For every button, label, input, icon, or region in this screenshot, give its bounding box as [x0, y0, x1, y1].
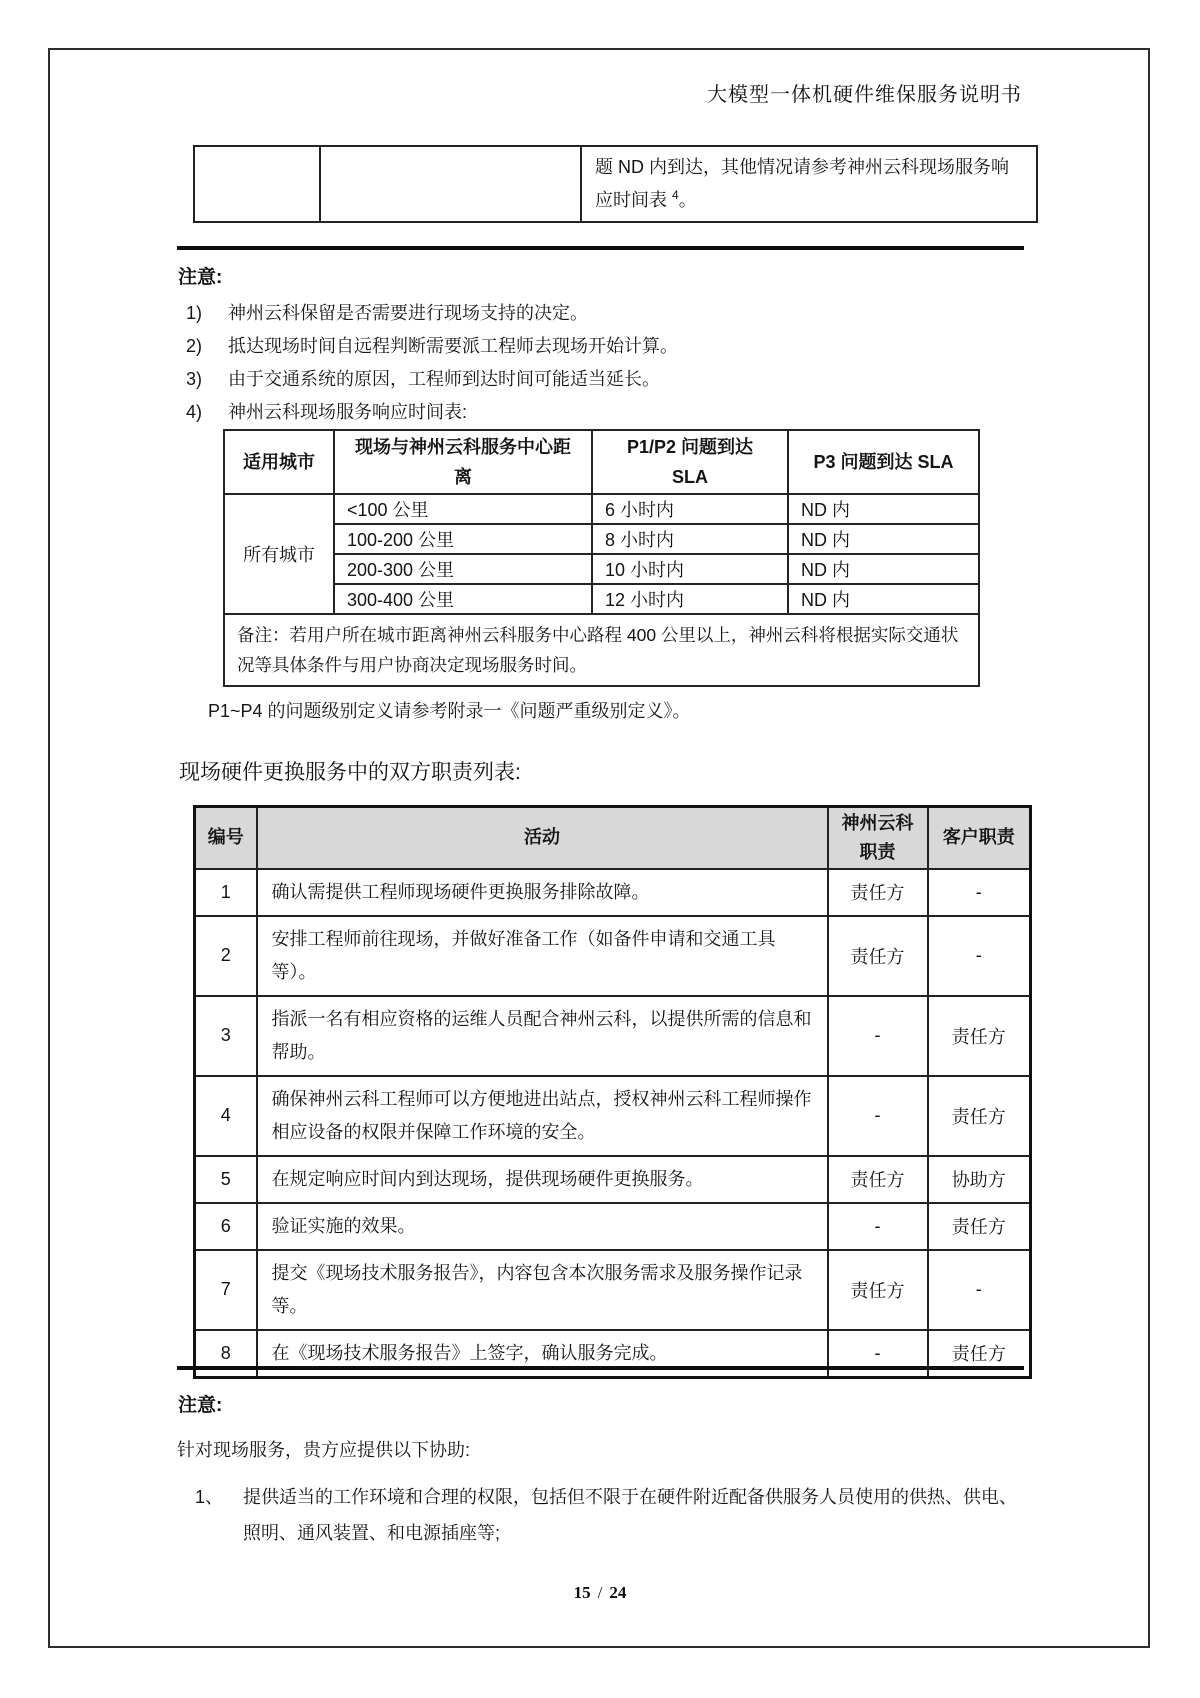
continuation-text: 题 ND 内到达，其他情况请参考神州云科现场服务响应时间表	[595, 157, 1009, 210]
section-divider-rule	[177, 1366, 1024, 1370]
continuation-text-end: 。	[678, 190, 697, 210]
table-cell-continuation-text	[581, 146, 1037, 222]
table-remark-row	[224, 614, 979, 686]
assist-intro-text: 针对现场服务，贵方应提供以下协助:	[177, 1440, 470, 1460]
cell-activity: 确认需提供工程师现场硬件更换服务排除故障。	[257, 869, 828, 916]
list-item	[186, 398, 678, 422]
cell-p3-sla: ND 内	[788, 554, 979, 584]
sla-response-time-table	[223, 429, 980, 687]
cell-vendor-role: 责任方	[828, 869, 928, 916]
table-cell-empty	[194, 146, 320, 222]
cell-vendor-role: 责任方	[828, 916, 928, 996]
list-item	[195, 1479, 1031, 1551]
continuation-table	[193, 145, 1038, 223]
table-row	[224, 524, 979, 554]
list-item	[186, 299, 678, 323]
table-row	[195, 916, 1031, 996]
page-number-separator: /	[597, 1583, 603, 1602]
cell-no: 1	[195, 869, 257, 916]
column-header-customer-role: 客户职责	[928, 807, 1031, 869]
cell-no: 3	[195, 996, 257, 1076]
cell-vendor-role: 责任方	[828, 1250, 928, 1330]
column-header-vendor-role: 神州云科职责	[828, 807, 928, 869]
cell-activity: 在规定响应时间内到达现场，提供现场硬件更换服务。	[257, 1156, 828, 1203]
table-row	[195, 1203, 1031, 1250]
cell-customer-role: -	[928, 1250, 1031, 1330]
list-item-text: 提供适当的工作环境和合理的权限，包括但不限于在硬件附近配备供服务人员使用的供热、供电、照明、通风装置、和电源插座等;	[243, 1487, 1017, 1543]
section-divider-rule	[177, 246, 1024, 250]
column-header-p1p2-sla: P1/P2 问题到达 SLA	[592, 430, 788, 494]
note-label: 注意:	[178, 267, 223, 288]
cell-customer-role: 责任方	[928, 1330, 1031, 1378]
table-row	[224, 554, 979, 584]
cell-activity: 安排工程师前往现场，并做好准备工作（如备件申请和交通工具等）。	[257, 916, 828, 996]
cell-distance: 200-300 公里	[334, 554, 592, 584]
list-item-text: 神州云科保留是否需要进行现场支持的决定。	[228, 303, 588, 323]
cell-no: 6	[195, 1203, 257, 1250]
table-row	[224, 494, 979, 524]
cell-vendor-role: -	[828, 1330, 928, 1378]
column-header-distance: 现场与神州云科服务中心距离	[334, 430, 592, 494]
cell-distance: 300-400 公里	[334, 584, 592, 614]
cell-p1p2-sla: 10 小时内	[592, 554, 788, 584]
list-item-number: 1、	[195, 1487, 224, 1507]
table-row	[194, 146, 1037, 222]
cell-customer-role: 责任方	[928, 1076, 1031, 1156]
table-row	[195, 1250, 1031, 1330]
column-header-activity: 活动	[257, 807, 828, 869]
cell-p1p2-sla: 12 小时内	[592, 584, 788, 614]
cell-customer-role: 协助方	[928, 1156, 1031, 1203]
cell-vendor-role: -	[828, 1203, 928, 1250]
table-cell-empty	[320, 146, 581, 222]
cell-vendor-role: 责任方	[828, 1156, 928, 1203]
cell-activity: 指派一名有相应资格的运维人员配合神州云科，以提供所需的信息和帮助。	[257, 996, 828, 1076]
table-row	[195, 1076, 1031, 1156]
cell-no: 7	[195, 1250, 257, 1330]
cell-city-all: 所有城市	[224, 494, 334, 614]
table-row	[195, 1156, 1031, 1203]
table-row	[224, 584, 979, 614]
cell-customer-role: -	[928, 869, 1031, 916]
cell-p3-sla: ND 内	[788, 524, 979, 554]
cell-activity: 确保神州云科工程师可以方便地进出站点，授权神州云科工程师操作相应设备的权限并保障工作环境的安全。	[257, 1076, 828, 1156]
cell-p3-sla: ND 内	[788, 584, 979, 614]
p-level-definition-note: P1~P4 的问题级别定义请参考附录一《问题严重级别定义》。	[208, 701, 691, 721]
cell-remark: 备注：若用户所在城市距离神州云科服务中心路程 400 公里以上，神州云科将根据实际交通状况等具体条件与用户协商决定现场服务时间。	[224, 614, 979, 686]
cell-activity: 在《现场技术服务报告》上签字，确认服务完成。	[257, 1330, 828, 1378]
cell-activity: 验证实施的效果。	[257, 1203, 828, 1250]
note-label: 注意:	[178, 1395, 223, 1416]
list-item-text: 神州云科现场服务响应时间表:	[228, 402, 467, 422]
table-row	[195, 996, 1031, 1076]
list-item-text: 抵达现场时间自远程判断需要派工程师去现场开始计算。	[228, 336, 678, 356]
cell-vendor-role: -	[828, 996, 928, 1076]
column-header-no: 编号	[195, 807, 257, 869]
cell-customer-role: 责任方	[928, 996, 1031, 1076]
column-header-p3-sla: P3 问题到达 SLA	[788, 430, 979, 494]
total-page-count: 24	[609, 1583, 627, 1602]
responsibilities-table	[193, 805, 1032, 1379]
cell-no: 4	[195, 1076, 257, 1156]
cell-p3-sla: ND 内	[788, 494, 979, 524]
list-item	[186, 365, 678, 389]
column-header-city: 适用城市	[224, 430, 334, 494]
list-item-number: 3)	[186, 369, 203, 389]
document-header-title: 大模型一体机硬件维保服务说明书	[707, 84, 1022, 106]
section-title: 现场硬件更换服务中的双方职责列表:	[179, 761, 521, 784]
list-item	[186, 332, 678, 356]
cell-customer-role: -	[928, 916, 1031, 996]
cell-customer-role: 责任方	[928, 1203, 1031, 1250]
table-header-row	[195, 807, 1031, 869]
cell-distance: <100 公里	[334, 494, 592, 524]
list-item-number: 4)	[186, 402, 203, 422]
table-header-row	[224, 430, 979, 494]
cell-p1p2-sla: 8 小时内	[592, 524, 788, 554]
page-number-footer	[0, 1583, 1200, 1603]
table-row	[195, 869, 1031, 916]
list-item-text: 由于交通系统的原因，工程师到达时间可能适当延长。	[228, 369, 660, 389]
notes-numbered-list	[186, 299, 678, 431]
cell-distance: 100-200 公里	[334, 524, 592, 554]
cell-no: 2	[195, 916, 257, 996]
cell-p1p2-sla: 6 小时内	[592, 494, 788, 524]
cell-vendor-role: -	[828, 1076, 928, 1156]
list-item-number: 1)	[186, 303, 203, 323]
list-item-number: 2)	[186, 336, 203, 356]
footnote-ref-4: 4	[672, 188, 679, 202]
cell-activity: 提交《现场技术服务报告》，内容包含本次服务需求及服务操作记录等。	[257, 1250, 828, 1330]
current-page-number: 15	[573, 1583, 591, 1602]
cell-no: 5	[195, 1156, 257, 1203]
cell-no: 8	[195, 1330, 257, 1378]
